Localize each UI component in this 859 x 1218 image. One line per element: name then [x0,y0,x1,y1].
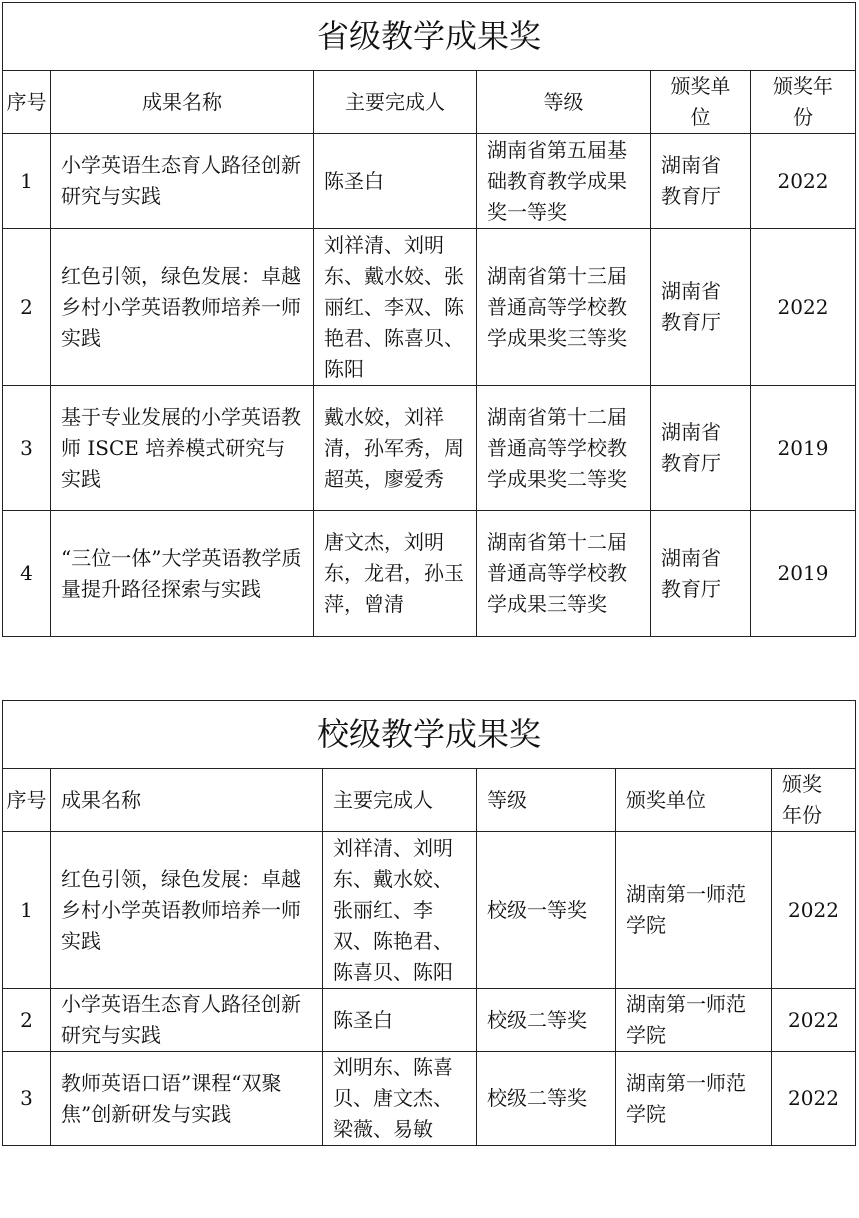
header-name: 成果名称 [51,769,323,832]
row-year: 2022 [751,229,856,386]
header-level: 等级 [477,71,651,134]
table-row [3,134,856,229]
row-org: 湖南第一师范学院 [616,989,772,1052]
header-people: 主要完成人 [314,71,477,134]
row-org: 湖南省教育厅 [651,229,751,386]
provincial-awards-table [2,2,856,637]
table-row [3,989,856,1052]
row-no: 1 [3,134,51,229]
header-people: 主要完成人 [323,769,477,832]
row-org: 湖南省教育厅 [651,511,751,637]
row-no: 2 [3,989,51,1052]
header-year: 颁奖年份 [772,769,856,832]
row-people: 唐文杰，刘明东，龙君，孙玉萍，曾清 [314,511,477,637]
row-level: 校级二等奖 [477,1052,616,1146]
row-level: 校级一等奖 [477,832,616,989]
header-year: 颁奖年份 [751,71,856,134]
row-level: 湖南省第五届基础教育教学成果奖一等奖 [477,134,651,229]
row-org: 湖南省教育厅 [651,134,751,229]
provincial-header-row [3,71,856,134]
row-year: 2022 [772,1052,856,1146]
row-level: 湖南省第十二届普通高等学校教学成果奖二等奖 [477,386,651,511]
row-no: 1 [3,832,51,989]
row-name: 红色引领，绿色发展：卓越乡村小学英语教师培养一师实践 [51,229,314,386]
row-name: 小学英语生态育人路径创新研究与实践 [51,989,323,1052]
school-awards-table [2,700,856,1146]
row-level: 湖南省第十三届普通高等学校教学成果奖三等奖 [477,229,651,386]
row-people: 刘祥清、刘明东、戴水姣、张丽红、李双、陈艳君、陈喜贝、陈阳 [314,229,477,386]
row-level: 湖南省第十二届普通高等学校教学成果三等奖 [477,511,651,637]
row-year: 2019 [751,386,856,511]
header-no: 序号 [3,71,51,134]
row-name: 教师英语口语”课程“双聚焦”创新研发与实践 [51,1052,323,1146]
row-people: 陈圣白 [323,989,477,1052]
row-year: 2022 [751,134,856,229]
row-people: 刘明东、陈喜贝、唐文杰、梁薇、易敏 [323,1052,477,1146]
row-level: 校级二等奖 [477,989,616,1052]
table-row [3,229,856,386]
header-no: 序号 [3,769,51,832]
row-year: 2019 [751,511,856,637]
table-row [3,386,856,511]
table-row [3,832,856,989]
header-org: 颁奖单位 [616,769,772,832]
table-row [3,511,856,637]
provincial-table-title: 省级教学成果奖 [3,3,856,71]
row-people: 戴水姣，刘祥清，孙军秀，周超英，廖爱秀 [314,386,477,511]
row-people: 刘祥清、刘明东、戴水姣、张丽红、李双、陈艳君、陈喜贝、陈阳 [323,832,477,989]
row-name: “三位一体”大学英语教学质量提升路径探索与实践 [51,511,314,637]
row-year: 2022 [772,989,856,1052]
row-no: 4 [3,511,51,637]
school-header-row [3,769,856,832]
row-no: 3 [3,1052,51,1146]
row-org: 湖南第一师范学院 [616,832,772,989]
row-name: 小学英语生态育人路径创新研究与实践 [51,134,314,229]
row-year: 2022 [772,832,856,989]
header-name: 成果名称 [51,71,314,134]
row-people: 陈圣白 [314,134,477,229]
row-no: 3 [3,386,51,511]
header-level: 等级 [477,769,616,832]
row-org: 湖南第一师范学院 [616,1052,772,1146]
row-no: 2 [3,229,51,386]
header-org: 颁奖单位 [651,71,751,134]
row-name: 红色引领，绿色发展：卓越乡村小学英语教师培养一师实践 [51,832,323,989]
school-table-title: 校级教学成果奖 [3,701,856,769]
row-name: 基于专业发展的小学英语教师 ISCE 培养模式研究与实践 [51,386,314,511]
row-org: 湖南省教育厅 [651,386,751,511]
table-row [3,1052,856,1146]
